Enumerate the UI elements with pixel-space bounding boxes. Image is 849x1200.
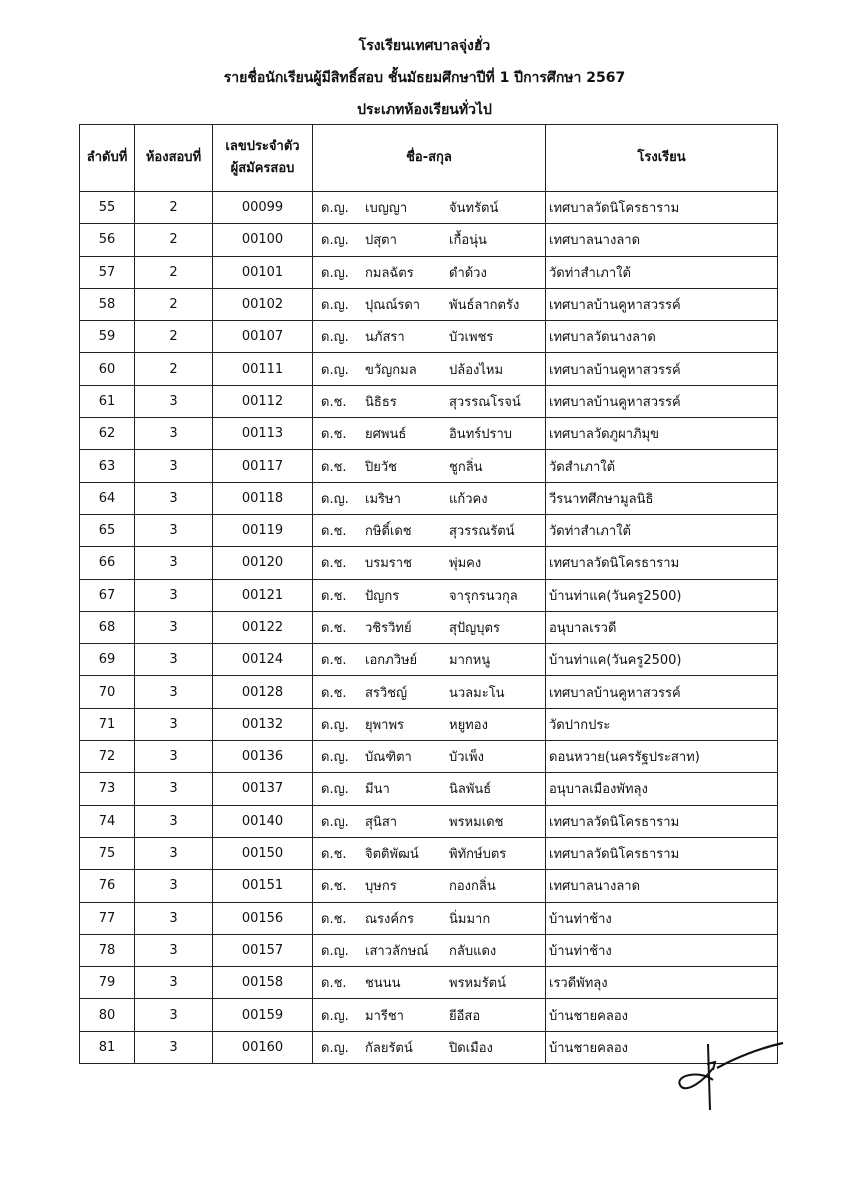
student-name — [313, 482, 546, 514]
exam-room: 2 — [135, 353, 213, 385]
student-name — [313, 676, 546, 708]
name-prefix: ด.ช. — [321, 847, 347, 863]
name-prefix: ด.ช. — [321, 427, 347, 443]
first-name: ยุพาพร — [365, 717, 405, 733]
exam-room: 3 — [135, 870, 213, 902]
first-name: มารีชา — [365, 1008, 404, 1024]
name-prefix: ด.ญ. — [321, 201, 349, 217]
table-row — [80, 1031, 778, 1063]
table-row — [80, 385, 778, 417]
last-name: สุวรรณโรจน์ — [449, 394, 521, 410]
table-row — [80, 644, 778, 676]
exam-room: 2 — [135, 224, 213, 256]
exam-room: 2 — [135, 321, 213, 353]
name-prefix: ด.ญ. — [321, 717, 349, 733]
last-name: พันธ์ลากตรัง — [449, 298, 520, 314]
exam-room: 3 — [135, 547, 213, 579]
student-name — [313, 902, 546, 934]
student-name — [313, 321, 546, 353]
applicant-id: 00150 — [213, 837, 313, 869]
table-row — [80, 999, 778, 1031]
previous-school: เทศบาลนางลาด — [546, 870, 778, 902]
last-name: พุ่มคง — [449, 556, 482, 572]
name-prefix: ด.ช. — [321, 459, 347, 475]
applicant-id: 00158 — [213, 967, 313, 999]
exam-room: 3 — [135, 805, 213, 837]
first-name: นภัสรา — [365, 330, 405, 346]
name-prefix: ด.ญ. — [321, 782, 349, 798]
table-header-row — [80, 125, 778, 192]
exam-room: 3 — [135, 676, 213, 708]
name-prefix: ด.ญ. — [321, 943, 349, 959]
name-prefix: ด.ญ. — [321, 491, 349, 507]
previous-school: เทศบาลวัดภูผาภิมุข — [546, 418, 778, 450]
first-name: กัลยรัตน์ — [365, 1040, 413, 1056]
table-row — [80, 224, 778, 256]
last-name: พิทักษ์บตร — [449, 847, 507, 863]
table-row — [80, 482, 778, 514]
applicant-id: 00099 — [213, 192, 313, 224]
student-name — [313, 934, 546, 966]
student-name — [313, 837, 546, 869]
last-name: เกื้อนุ่น — [449, 233, 487, 249]
name-prefix: ด.ช. — [321, 653, 347, 669]
first-name: มีนา — [365, 782, 390, 798]
exam-room: 2 — [135, 288, 213, 320]
column-header-room: ห้องสอบที่ — [135, 125, 213, 192]
column-header-id-line2: ผู้สมัครสอบ — [230, 161, 295, 176]
row-number: 62 — [80, 418, 135, 450]
category-title: ประเภทห้องเรียนทั่วไป — [357, 102, 492, 118]
first-name: เอกภวิษย์ — [365, 653, 418, 669]
first-name: ปสุตา — [365, 233, 397, 249]
table-row — [80, 741, 778, 773]
row-number: 68 — [80, 611, 135, 643]
name-prefix: ด.ช. — [321, 976, 347, 992]
last-name: ปล้องไหม — [449, 362, 504, 378]
document-header — [0, 30, 849, 126]
applicant-id: 00132 — [213, 708, 313, 740]
last-name: นิ่มมาก — [449, 911, 491, 927]
exam-room: 3 — [135, 482, 213, 514]
student-name — [313, 353, 546, 385]
first-name: บุษกร — [365, 879, 397, 895]
applicant-id: 00160 — [213, 1031, 313, 1063]
previous-school: เทศบาลวัดนิโครธาราม — [546, 192, 778, 224]
column-header-no: ลำดับที่ — [80, 125, 135, 192]
applicant-id: 00100 — [213, 224, 313, 256]
applicant-id: 00137 — [213, 773, 313, 805]
first-name: เสาวลักษณ์ — [365, 943, 429, 959]
first-name: กษิดิ์เดช — [365, 524, 412, 540]
last-name: ปิดเมือง — [449, 1040, 493, 1056]
handwritten-signature-icon — [675, 1040, 785, 1110]
last-name: จารุกรนวกุล — [449, 588, 518, 604]
exam-room: 3 — [135, 967, 213, 999]
table-row — [80, 321, 778, 353]
previous-school: วัดท่าสำเภาใต้ — [546, 256, 778, 288]
list-title: รายชื่อนักเรียนผู้มีสิทธิ์สอบ ชั้นมัธยมศึกษาปีที่ 1 ปีการศึกษา 2567 — [223, 70, 626, 86]
student-name — [313, 967, 546, 999]
column-header-id-line1: เลขประจำตัว — [225, 139, 300, 154]
last-name: มากหนู — [449, 653, 491, 669]
first-name: สรวิชญ์ — [365, 685, 408, 701]
previous-school: บ้านท่าแค(วันครู2500) — [546, 644, 778, 676]
applicant-id: 00112 — [213, 385, 313, 417]
applicant-id: 00102 — [213, 288, 313, 320]
row-number: 60 — [80, 353, 135, 385]
first-name: สุนิสา — [365, 814, 398, 830]
exam-room: 3 — [135, 934, 213, 966]
student-name — [313, 644, 546, 676]
student-name — [313, 773, 546, 805]
exam-room: 3 — [135, 902, 213, 934]
student-name — [313, 288, 546, 320]
row-number: 79 — [80, 967, 135, 999]
student-name — [313, 514, 546, 546]
first-name: ปุณณ์รดา — [365, 298, 421, 314]
table-row — [80, 708, 778, 740]
table-row — [80, 773, 778, 805]
name-prefix: ด.ญ. — [321, 362, 349, 378]
previous-school: ดอนหวาย(นครรัฐประสาท) — [546, 741, 778, 773]
previous-school: เรวดีพัทลุง — [546, 967, 778, 999]
student-name — [313, 547, 546, 579]
name-prefix: ด.ช. — [321, 911, 347, 927]
student-name — [313, 256, 546, 288]
table-row — [80, 967, 778, 999]
applicant-id: 00128 — [213, 676, 313, 708]
last-name: หยูทอง — [449, 717, 488, 733]
row-number: 58 — [80, 288, 135, 320]
student-name — [313, 741, 546, 773]
name-prefix: ด.ญ. — [321, 298, 349, 314]
previous-school: บ้านท่าช้าง — [546, 902, 778, 934]
last-name: สุปัญบุตร — [449, 621, 500, 636]
exam-room: 3 — [135, 708, 213, 740]
exam-room: 3 — [135, 418, 213, 450]
last-name: จันทรัตน์ — [449, 201, 499, 217]
applicant-id: 00101 — [213, 256, 313, 288]
exam-room: 3 — [135, 837, 213, 869]
row-number: 61 — [80, 385, 135, 417]
row-number: 72 — [80, 741, 135, 773]
last-name: ยีอีสอ — [449, 1008, 481, 1024]
first-name: ยศพนธ์ — [365, 427, 407, 443]
last-name: นิลพันธ์ — [449, 782, 492, 798]
applicant-id: 00121 — [213, 579, 313, 611]
student-name — [313, 450, 546, 482]
exam-room: 2 — [135, 192, 213, 224]
table-row — [80, 902, 778, 934]
name-prefix: ด.ช. — [321, 524, 347, 540]
last-name: กองกลิ่น — [449, 879, 496, 895]
student-name — [313, 192, 546, 224]
first-name: เบญญา — [365, 201, 408, 217]
table-row — [80, 837, 778, 869]
applicant-id: 00111 — [213, 353, 313, 385]
exam-room: 2 — [135, 256, 213, 288]
name-prefix: ด.ช. — [321, 394, 347, 410]
applicant-id: 00120 — [213, 547, 313, 579]
first-name: นิธิธร — [365, 394, 397, 410]
first-name: จิตติพัฒน์ — [365, 847, 419, 863]
row-number: 78 — [80, 934, 135, 966]
last-name: แก้วคง — [449, 491, 488, 507]
previous-school: บ้านท่าแค(วันครู2500) — [546, 579, 778, 611]
previous-school: วัดท่าสำเภาใต้ — [546, 514, 778, 546]
applicant-id: 00122 — [213, 611, 313, 643]
last-name: พรหมเดช — [449, 814, 504, 830]
applicant-id: 00124 — [213, 644, 313, 676]
row-number: 73 — [80, 773, 135, 805]
student-name — [313, 1031, 546, 1063]
previous-school: อนุบาลเมืองพัทลุง — [546, 773, 778, 805]
exam-room: 3 — [135, 385, 213, 417]
row-number: 76 — [80, 870, 135, 902]
row-number: 71 — [80, 708, 135, 740]
first-name: ชนนน — [365, 976, 401, 992]
first-name: เมริษา — [365, 491, 401, 507]
name-prefix: ด.ญ. — [321, 1008, 349, 1024]
applicant-id: 00140 — [213, 805, 313, 837]
exam-room: 3 — [135, 999, 213, 1031]
last-name: บัวเพ็ง — [449, 750, 484, 766]
previous-school: เทศบาลวัดนิโครธาราม — [546, 547, 778, 579]
previous-school: วัดสำเภาใต้ — [546, 450, 778, 482]
name-prefix: ด.ช. — [321, 556, 347, 572]
table-row — [80, 288, 778, 320]
applicant-id: 00118 — [213, 482, 313, 514]
student-name — [313, 999, 546, 1031]
student-name — [313, 579, 546, 611]
applicant-id: 00157 — [213, 934, 313, 966]
table-row — [80, 547, 778, 579]
name-prefix: ด.ญ. — [321, 330, 349, 346]
name-prefix: ด.ช. — [321, 621, 347, 636]
name-prefix: ด.ช. — [321, 685, 347, 701]
student-list-table — [79, 124, 778, 1064]
name-prefix: ด.ญ. — [321, 265, 349, 281]
exam-room: 3 — [135, 579, 213, 611]
last-name: สุวรรณรัตน์ — [449, 524, 515, 540]
last-name: บัวเพชร — [449, 330, 494, 346]
last-name: ดำด้วง — [449, 265, 487, 281]
name-prefix: ด.ญ. — [321, 233, 349, 249]
table-row — [80, 256, 778, 288]
previous-school: เทศบาลวัดนิโครธาราม — [546, 805, 778, 837]
exam-room: 3 — [135, 644, 213, 676]
first-name: ปัญกร — [365, 588, 400, 604]
row-number: 59 — [80, 321, 135, 353]
table-row — [80, 418, 778, 450]
first-name: ปิยวัช — [365, 459, 397, 475]
row-number: 75 — [80, 837, 135, 869]
first-name: บรมราช — [365, 556, 412, 572]
last-name: อินทร์ปราบ — [449, 427, 513, 443]
exam-room: 3 — [135, 514, 213, 546]
table-row — [80, 353, 778, 385]
table-row — [80, 676, 778, 708]
row-number: 67 — [80, 579, 135, 611]
table-row — [80, 611, 778, 643]
row-number: 70 — [80, 676, 135, 708]
table-row — [80, 579, 778, 611]
row-number: 66 — [80, 547, 135, 579]
previous-school: บ้านชายคลอง — [546, 999, 778, 1031]
last-name: นวลมะโน — [449, 685, 505, 701]
exam-room: 3 — [135, 611, 213, 643]
exam-room: 3 — [135, 1031, 213, 1063]
table-row — [80, 870, 778, 902]
previous-school: เทศบาลวัดนิโครธาราม — [546, 837, 778, 869]
previous-school: เทศบาลนางลาด — [546, 224, 778, 256]
table-row — [80, 192, 778, 224]
row-number: 69 — [80, 644, 135, 676]
applicant-id: 00113 — [213, 418, 313, 450]
applicant-id: 00136 — [213, 741, 313, 773]
previous-school: เทศบาลบ้านคูหาสวรรค์ — [546, 288, 778, 320]
row-number: 74 — [80, 805, 135, 837]
row-number: 56 — [80, 224, 135, 256]
last-name: ชูกลิ่น — [449, 459, 483, 475]
table-body — [80, 192, 778, 1064]
student-name — [313, 224, 546, 256]
exam-room: 3 — [135, 450, 213, 482]
table-row — [80, 934, 778, 966]
applicant-id: 00119 — [213, 514, 313, 546]
previous-school: เทศบาลวัดนางลาด — [546, 321, 778, 353]
applicant-id: 00107 — [213, 321, 313, 353]
student-name — [313, 385, 546, 417]
row-number: 77 — [80, 902, 135, 934]
applicant-id: 00156 — [213, 902, 313, 934]
row-number: 80 — [80, 999, 135, 1031]
row-number: 63 — [80, 450, 135, 482]
first-name: ขวัญกมล — [365, 362, 417, 378]
previous-school: วัดปากประ — [546, 708, 778, 740]
applicant-id: 00151 — [213, 870, 313, 902]
student-name — [313, 870, 546, 902]
name-prefix: ด.ญ. — [321, 1040, 349, 1056]
exam-room: 3 — [135, 773, 213, 805]
previous-school: เทศบาลบ้านคูหาสวรรค์ — [546, 385, 778, 417]
previous-school: เทศบาลบ้านคูหาสวรรค์ — [546, 353, 778, 385]
applicant-id: 00117 — [213, 450, 313, 482]
row-number: 65 — [80, 514, 135, 546]
column-header-applicant-id — [213, 125, 313, 192]
first-name: ณรงค์กร — [365, 911, 414, 927]
table-row — [80, 805, 778, 837]
school-title: โรงเรียนเทศบาลจุ่งฮั่ว — [358, 38, 491, 54]
previous-school: วีรนาทศึกษามูลนิธิ — [546, 482, 778, 514]
column-header-name: ชื่อ-สกุล — [313, 125, 546, 192]
row-number: 64 — [80, 482, 135, 514]
name-prefix: ด.ช. — [321, 879, 347, 895]
first-name: กมลฉัตร — [365, 265, 414, 281]
table-row — [80, 450, 778, 482]
last-name: กลับแดง — [449, 943, 497, 959]
student-name — [313, 418, 546, 450]
first-name: วชิรวิทย์ — [365, 621, 412, 636]
row-number: 57 — [80, 256, 135, 288]
student-name — [313, 805, 546, 837]
last-name: พรหมรัตน์ — [449, 976, 507, 992]
column-header-school: โรงเรียน — [546, 125, 778, 192]
name-prefix: ด.ช. — [321, 588, 347, 604]
row-number: 81 — [80, 1031, 135, 1063]
student-name — [313, 611, 546, 643]
previous-school: บ้านชายคลอง — [546, 1031, 778, 1063]
table-row — [80, 514, 778, 546]
previous-school: อนุบาลเรวดี — [546, 611, 778, 643]
row-number: 55 — [80, 192, 135, 224]
student-name — [313, 708, 546, 740]
previous-school: บ้านท่าช้าง — [546, 934, 778, 966]
previous-school: เทศบาลบ้านคูหาสวรรค์ — [546, 676, 778, 708]
name-prefix: ด.ญ. — [321, 814, 349, 830]
applicant-id: 00159 — [213, 999, 313, 1031]
name-prefix: ด.ญ. — [321, 750, 349, 766]
exam-room: 3 — [135, 741, 213, 773]
first-name: บัณฑิตา — [365, 750, 412, 766]
